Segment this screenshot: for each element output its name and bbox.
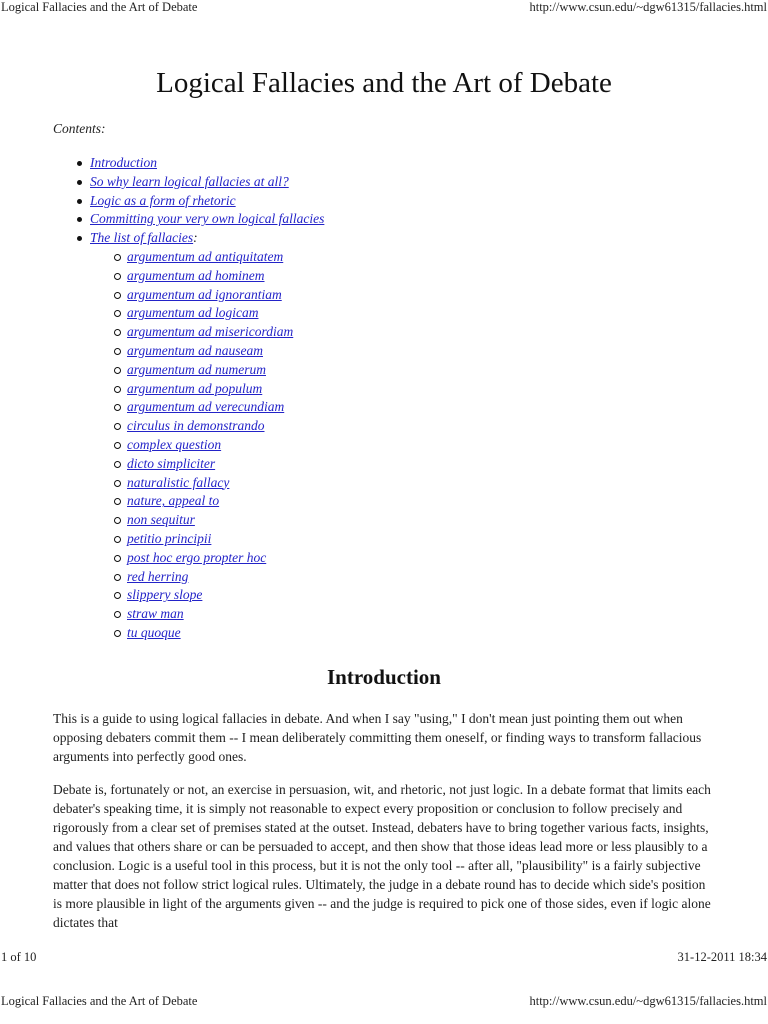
fallacy-link[interactable]: argumentum ad nauseam	[127, 342, 263, 358]
page-title: Logical Fallacies and the Art of Debate	[156, 67, 612, 99]
fallacy-link[interactable]: argumentum ad misericordiam	[127, 324, 294, 340]
fallacy-link[interactable]: complex question	[127, 436, 222, 452]
fallacy-item	[0, 304, 768, 323]
fallacy-link[interactable]: argumentum ad antiquitatem	[127, 248, 284, 264]
toc-link-committing[interactable]: Committing your very own logical fallacies	[90, 211, 325, 227]
fallacy-link[interactable]: naturalistic fallacy	[127, 474, 230, 490]
fallacy-item	[0, 380, 768, 399]
fallacy-item	[0, 586, 768, 605]
section-heading-introduction: Introduction	[327, 665, 441, 689]
fallacy-link[interactable]: argumentum ad hominem	[127, 267, 265, 283]
toc-item	[0, 210, 768, 229]
toc-link-list-of-fallacies[interactable]: The list of fallacies	[90, 230, 194, 246]
header-title: Logical Fallacies and the Art of Debate	[1, 0, 198, 14]
toc-suffix: :	[193, 230, 198, 246]
fallacy-item	[0, 323, 768, 342]
fallacy-link[interactable]: straw man	[127, 606, 184, 622]
footer-next-title: Logical Fallacies and the Art of Debate	[1, 994, 198, 1008]
fallacy-item	[0, 361, 768, 380]
fallacy-link[interactable]: red herring	[127, 568, 189, 584]
fallacy-link[interactable]: argumentum ad populum	[127, 380, 263, 396]
toc-link-logic-rhetoric[interactable]: Logic as a form of rhetoric	[90, 192, 236, 208]
fallacy-link[interactable]: non sequitur	[127, 512, 195, 528]
fallacy-link[interactable]: circulus in demonstrando	[127, 418, 265, 434]
toc-item	[0, 229, 768, 248]
toc-link-why-learn[interactable]: So why learn logical fallacies at all?	[90, 173, 289, 189]
fallacy-link[interactable]: petitio principii	[127, 530, 212, 546]
fallacy-link[interactable]: argumentum ad logicam	[127, 305, 259, 321]
fallacy-item	[0, 436, 768, 455]
fallacy-item	[0, 474, 768, 493]
toc-item	[0, 192, 768, 211]
fallacy-item	[0, 492, 768, 511]
toc-link-introduction[interactable]: Introduction	[90, 155, 157, 170]
toc-item	[0, 154, 768, 173]
fallacy-item	[0, 286, 768, 305]
fallacy-item	[0, 455, 768, 474]
fallacy-item	[0, 342, 768, 361]
fallacy-link[interactable]: argumentum ad verecundiam	[127, 399, 285, 415]
fallacy-item	[0, 267, 768, 286]
fallacy-item	[0, 248, 768, 267]
footer-page-number: 1 of 10	[1, 950, 37, 964]
print-footer	[0, 948, 768, 1024]
header-url: http://www.csun.edu/~dgw61315/fallacies.html	[529, 0, 767, 14]
fallacy-item	[0, 549, 768, 568]
fallacy-link[interactable]: dicto simpliciter	[127, 455, 216, 471]
fallacy-link[interactable]: post hoc ergo propter hoc	[127, 549, 267, 565]
fallacy-item	[0, 511, 768, 530]
fallacy-item	[0, 568, 768, 587]
fallacy-link[interactable]: tu quoque	[127, 624, 181, 640]
fallacy-link[interactable]: argumentum ad ignorantiam	[127, 286, 282, 302]
toc-item	[0, 173, 768, 192]
print-header	[0, 0, 768, 16]
table-of-contents	[0, 154, 768, 643]
fallacy-item	[0, 624, 768, 643]
fallacy-item	[0, 417, 768, 436]
fallacy-link[interactable]: argumentum ad numerum	[127, 361, 266, 377]
footer-next-url: http://www.csun.edu/~dgw61315/fallacies.html	[529, 994, 767, 1008]
footer-datetime: 31-12-2011 18:34	[677, 950, 767, 964]
fallacy-link[interactable]: nature, appeal to	[127, 493, 220, 509]
fallacy-item	[0, 398, 768, 417]
intro-paragraph: Debate is, fortunately or not, an exercise in persuasion, wit, and rhetoric, not just logic. In a debate format that limits each debater's speaking time, it is simply not reasonable to expect every proposition or conclusion to follow precisely and rigorously from a clear set of premises stated at the outset. Instead, debaters have to bring together various facts, insights, and values that others share or can be persuaded to accept, and then show that those ideas lead more or less plausibly to a conclusion. Logic is a useful tool in this process, but it is not the only tool -- after all, "plausibility" is a fairly subjective matter that does not follow strict logical rules. Ultimately, the judge in a debate round has to decide which side's position is more plausible in light of the arguments given -- and the judge is required to pick one of those sides, even if logic alone dictates that	[53, 782, 711, 930]
fallacy-item	[0, 605, 768, 624]
contents-label: Contents:	[53, 121, 106, 136]
intro-paragraph: This is a guide to using logical fallacies in debate. And when I say "using," I don't mean just pointing them out when opposing debaters commit them -- I mean deliberately committing them oneself, or finding ways to transform fallacious arguments into perfectly good ones.	[53, 711, 702, 764]
fallacy-link[interactable]: slippery slope	[127, 587, 203, 603]
fallacy-item	[0, 530, 768, 549]
